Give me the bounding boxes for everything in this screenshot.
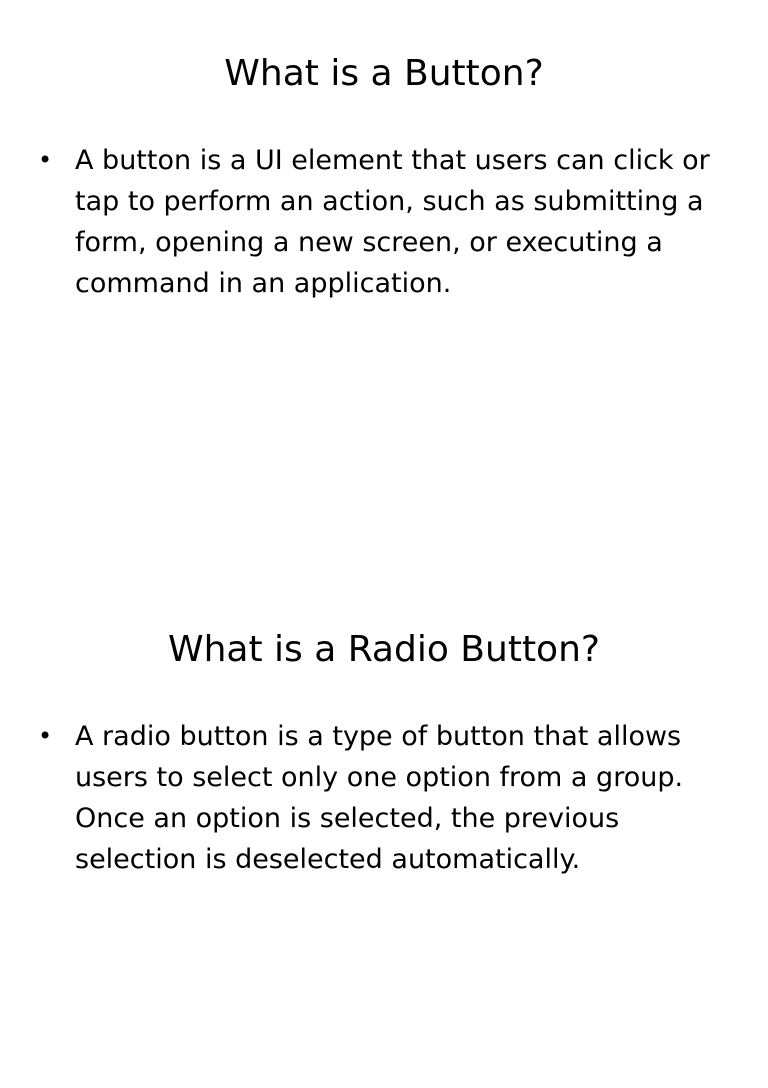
bullet-text: A button is a UI element that users can click or tap to perform an action, such as submitting a form, opening a new screen, or executing a command in an application.: [75, 145, 710, 299]
bullet-list: [38, 716, 728, 880]
bullet-icon: •: [38, 146, 53, 174]
slide-title: What is a Radio Button?: [167, 629, 601, 670]
bullet-text: A radio button is a type of button that allows users to select only one option from a group. Once an option is selected, the previous selection is deselected automatically.: [75, 721, 684, 875]
bullet-list: [38, 140, 728, 304]
slide-title: What is a Button?: [224, 53, 544, 94]
bullet-icon: •: [38, 722, 53, 750]
slide-button: [0, 0, 768, 512]
bullet-item: [38, 140, 728, 304]
slide-radio-button: [0, 576, 768, 1088]
bullet-item: [38, 716, 728, 880]
